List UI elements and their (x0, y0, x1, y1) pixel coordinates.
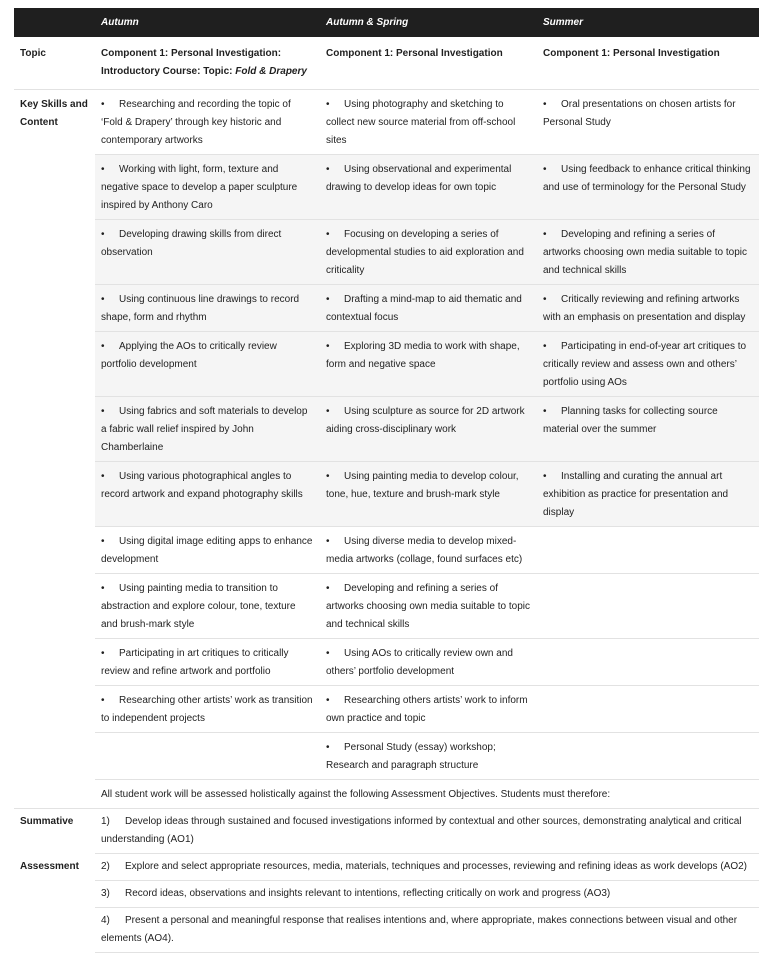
bullet-icon: • (543, 164, 547, 175)
skills-row (14, 285, 759, 332)
skills-cell (537, 574, 759, 639)
skills-row (14, 90, 759, 155)
topic-row (14, 37, 759, 90)
skills-row (14, 397, 759, 462)
bullet-icon: • (101, 648, 105, 659)
skills-cell-text: Drafting a mind-map to aid thematic and contextual focus (326, 294, 522, 323)
skills-cell (537, 527, 759, 574)
bullet-icon: • (543, 294, 547, 305)
skills-cell (95, 90, 320, 155)
bullet-icon: • (326, 471, 330, 482)
assessment-objective-row (14, 881, 759, 908)
skills-row (14, 155, 759, 220)
skills-row (14, 220, 759, 285)
bullet-icon: • (543, 406, 547, 417)
skills-cell (537, 90, 759, 155)
skills-cell-text: Applying the AOs to critically review portfolio development (101, 341, 277, 370)
skills-cell-text: Using painting media to transition to abstraction and explore colour, tone, texture and brush-mark style (101, 583, 296, 630)
assessment-label: Assessment (20, 860, 79, 872)
skills-cell (95, 155, 320, 220)
header-row (14, 8, 759, 37)
bullet-icon: • (543, 471, 547, 482)
bullet-icon: • (326, 536, 330, 547)
skills-row (14, 639, 759, 686)
bullet-icon: • (101, 536, 105, 547)
bullet-icon: • (543, 99, 547, 110)
header-summer: Summer (543, 16, 584, 28)
skills-cell-text: Participating in end-of-year art critiques to critically review and assess own and others’ portfolio using AOs (543, 341, 747, 388)
skills-cell (320, 90, 537, 155)
skills-cell (537, 220, 759, 285)
skills-cell-text: Working with light, form, texture and negative space to develop a paper sculpture inspired by Anthony Caro (101, 164, 298, 211)
header-empty (14, 8, 95, 37)
skills-cell-text: Planning tasks for collecting source material over the summer (543, 406, 718, 435)
bullet-icon: • (326, 406, 330, 417)
assessment-objective-number: 4) (101, 915, 110, 926)
skills-cell (320, 397, 537, 462)
skills-row (14, 686, 759, 733)
skills-cell-text: Using diverse media to develop mixed-media artworks (collage, found surfaces etc) (326, 536, 523, 565)
skills-row (14, 574, 759, 639)
header-autumn: Autumn (101, 16, 139, 28)
skills-cell (95, 220, 320, 285)
bullet-icon: • (326, 583, 330, 594)
bullet-icon: • (326, 341, 330, 352)
bullet-icon: • (101, 406, 105, 417)
assessment-objective (95, 854, 759, 881)
bullet-icon: • (326, 99, 330, 110)
skills-cell (320, 733, 537, 780)
assessment-objective-row (14, 908, 759, 953)
skills-cell (320, 639, 537, 686)
skills-cell-text: Critically reviewing and refining artworks with an emphasis on presentation and display (543, 294, 746, 323)
skills-cell (320, 527, 537, 574)
skills-cell-text: Using digital image editing apps to enhance development (101, 536, 313, 565)
assessment-label: Summative (20, 816, 74, 827)
bullet-icon: • (101, 695, 105, 706)
skills-cell (537, 397, 759, 462)
skills-cell (95, 285, 320, 332)
skills-cell-text: Exploring 3D media to work with shape, form and negative space (326, 341, 520, 370)
skills-cell-text: Researching others artists’ work to inform own practice and topic (326, 695, 528, 724)
skills-cell (537, 285, 759, 332)
topic-label: Topic (14, 37, 95, 90)
assessment-label (14, 881, 95, 908)
bullet-icon: • (326, 229, 330, 240)
bullet-icon: • (101, 164, 105, 175)
skills-row (14, 332, 759, 397)
topic-autumn-text: Component 1: Personal Investigation: Introductory Course: Topic: (101, 48, 282, 77)
bullet-icon: • (326, 294, 330, 305)
bullet-icon: • (326, 742, 330, 753)
bullet-icon: • (101, 229, 105, 240)
assessment-objective-text: Record ideas, observations and insights relevant to intentions, reflecting critically on work and progress (AO3) (125, 888, 611, 899)
bullet-icon: • (101, 341, 105, 352)
skills-cell (95, 527, 320, 574)
assessment-objective-number: 2) (101, 861, 110, 872)
curriculum-table-wrapper (14, 8, 759, 953)
skills-cell-text: Focusing on developing a series of developmental studies to aid exploration and criticality (326, 229, 524, 276)
bullet-icon: • (101, 294, 105, 305)
skills-cell (320, 574, 537, 639)
skills-cell (95, 639, 320, 686)
skills-cell-text: Researching and recording the topic of ‘Fold & Drapery’ through key historic and contemporary artworks (101, 99, 291, 146)
skills-cell (95, 574, 320, 639)
curriculum-table (14, 8, 759, 953)
skills-cell-text: Installing and curating the annual art exhibition as practice for presentation and display (543, 471, 729, 518)
skills-cell (95, 462, 320, 527)
skills-cell-text: Developing drawing skills from direct observation (101, 229, 282, 258)
assessment-objective-row (14, 809, 759, 854)
assessment-objective-number: 3) (101, 888, 110, 899)
skills-label: Key Skills and Content (14, 90, 95, 809)
bullet-icon: • (543, 341, 547, 352)
skills-cell (95, 686, 320, 733)
assessment-objective (95, 908, 759, 953)
skills-cell (320, 686, 537, 733)
skills-cell (95, 332, 320, 397)
assessment-objective (95, 881, 759, 908)
skills-cell-text: Using continuous line drawings to record shape, form and rhythm (101, 294, 300, 323)
bullet-icon: • (326, 648, 330, 659)
skills-cell (537, 155, 759, 220)
skills-cell-text: Using AOs to critically review own and others’ portfolio development (326, 648, 513, 677)
skills-row (14, 462, 759, 527)
assessment-objective (95, 809, 759, 854)
bullet-icon: • (326, 164, 330, 175)
header-autumn-spring: Autumn & Spring (326, 16, 409, 28)
skills-cell-text: Using observational and experimental drawing to develop ideas for own topic (326, 164, 512, 193)
skills-cell-text: Developing and refining a series of artworks choosing own media suitable to topic and technical skills (326, 583, 530, 630)
skills-cell (320, 220, 537, 285)
skills-cell (95, 397, 320, 462)
skills-cell (320, 155, 537, 220)
skills-cell (537, 332, 759, 397)
skills-cell-text: Personal Study (essay) workshop; Research and paragraph structure (326, 742, 496, 771)
skills-cell-text: Using feedback to enhance critical thinking and use of terminology for the Personal Study (543, 164, 751, 193)
skills-cell-text: Oral presentations on chosen artists for Personal Study (543, 99, 736, 128)
topic-summer: Component 1: Personal Investigation (537, 37, 759, 90)
topic-autumn-emphasis: Fold & Drapery (235, 66, 307, 77)
assessment-label (14, 908, 95, 953)
skills-cell (537, 639, 759, 686)
skills-cell-text: Using various photographical angles to record artwork and expand photography skills (101, 471, 303, 500)
skills-cell (537, 686, 759, 733)
assessment-objective-text: Present a personal and meaningful response that realises intentions and, where appropriate, makes connections between visual and other elements (AO4). (101, 915, 738, 944)
assessment-intro-row (14, 780, 759, 809)
bullet-icon: • (543, 229, 547, 240)
bullet-icon: • (101, 583, 105, 594)
assessment-objective-number: 1) (101, 816, 110, 827)
skills-cell-text: Developing and refining a series of artworks choosing own media suitable to topic and technical skills (543, 229, 747, 276)
topic-autumn-spring: Component 1: Personal Investigation (320, 37, 537, 90)
skills-cell (320, 332, 537, 397)
skills-cell (537, 733, 759, 780)
skills-cell (320, 285, 537, 332)
assessment-intro: All student work will be assessed holistically against the following Assessment Objectives. Students must therefore: (95, 780, 759, 809)
assessment-objective-text: Explore and select appropriate resources, media, materials, techniques and processes, reviewing and refining ideas as work develops (AO2) (125, 861, 747, 872)
bullet-icon: • (326, 695, 330, 706)
skills-cell (320, 462, 537, 527)
skills-row (14, 527, 759, 574)
skills-cell-text: Using sculpture as source for 2D artwork aiding cross-disciplinary work (326, 406, 525, 435)
skills-cell (95, 733, 320, 780)
topic-autumn (95, 37, 320, 90)
skills-row (14, 733, 759, 780)
assessment-objective-row (14, 854, 759, 881)
skills-cell-text: Using painting media to develop colour, tone, hue, texture and brush-mark style (326, 471, 519, 500)
bullet-icon: • (101, 471, 105, 482)
assessment-objective-text: Develop ideas through sustained and focused investigations informed by contextual and other sources, demonstrating analytical and critical understanding (AO1) (101, 816, 742, 845)
skills-cell-text: Using photography and sketching to collect new source material from off-school sites (326, 99, 516, 146)
skills-cell-text: Researching other artists’ work as transition to independent projects (101, 695, 313, 724)
skills-cell-text: Using fabrics and soft materials to develop a fabric wall relief inspired by John Chamberlaine (101, 406, 308, 453)
skills-cell-text: Participating in art critiques to critically review and refine artwork and portfolio (101, 648, 289, 677)
bullet-icon: • (101, 99, 105, 110)
skills-cell (537, 462, 759, 527)
